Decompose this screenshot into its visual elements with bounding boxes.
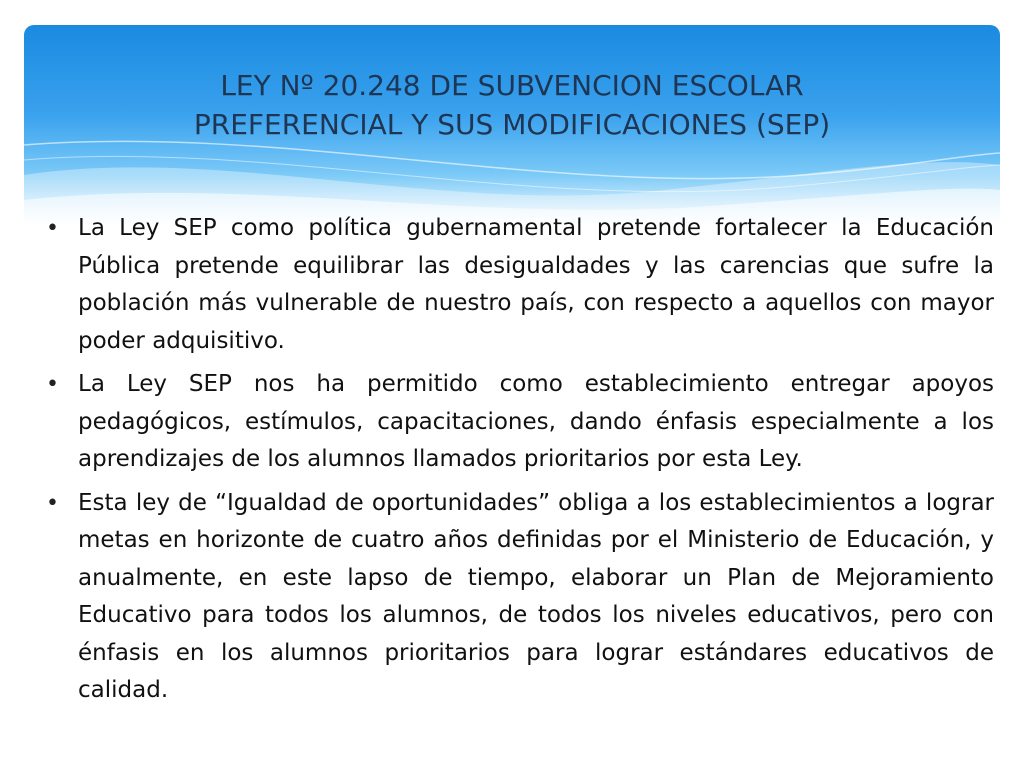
bullet-text: Esta ley de “Igualdad de oportunidades” obliga a los establecimientos a lograr metas en horizonte de cuatro años definidas por el Ministerio de Educación, y anualmente, en este lapso de tiempo, elaborar un Plan de Mejoramiento Educativo para todos los alumnos, de todos los niveles educativos, pero con énfasis en los alumnos prioritarios para lograr estándares educativos de calidad. xyxy=(78,489,994,703)
bullet-text: La Ley SEP como política gubernamental pretende fortalecer la Educación Pública pretende equilibrar las desigualdades y las carencias que sufre la población más vulnerable de nuestro país, con respecto a aquellos con mayor poder adquisitivo. xyxy=(78,215,994,354)
bullet-text: La Ley SEP nos ha permitido como establecimiento entregar apoyos pedagógicos, estímulos, capacitaciones, dando énfasis especialmente a los aprendizajes de los alumnos llamados prioritarios por esta Ley. xyxy=(78,371,994,472)
slide-title xyxy=(24,66,1000,144)
title-line-2: PREFERENCIAL Y SUS MODIFICACIONES (SEP) xyxy=(193,108,831,141)
bullet-dot-icon: • xyxy=(46,372,59,397)
list-item xyxy=(42,210,994,360)
bullet-list xyxy=(42,210,994,716)
list-item xyxy=(42,485,994,710)
list-item xyxy=(42,366,994,479)
bullet-dot-icon: • xyxy=(46,490,59,516)
title-line-1: LEY Nº 20.248 DE SUBVENCION ESCOLAR xyxy=(220,69,804,102)
bullet-dot-icon: • xyxy=(46,216,59,241)
